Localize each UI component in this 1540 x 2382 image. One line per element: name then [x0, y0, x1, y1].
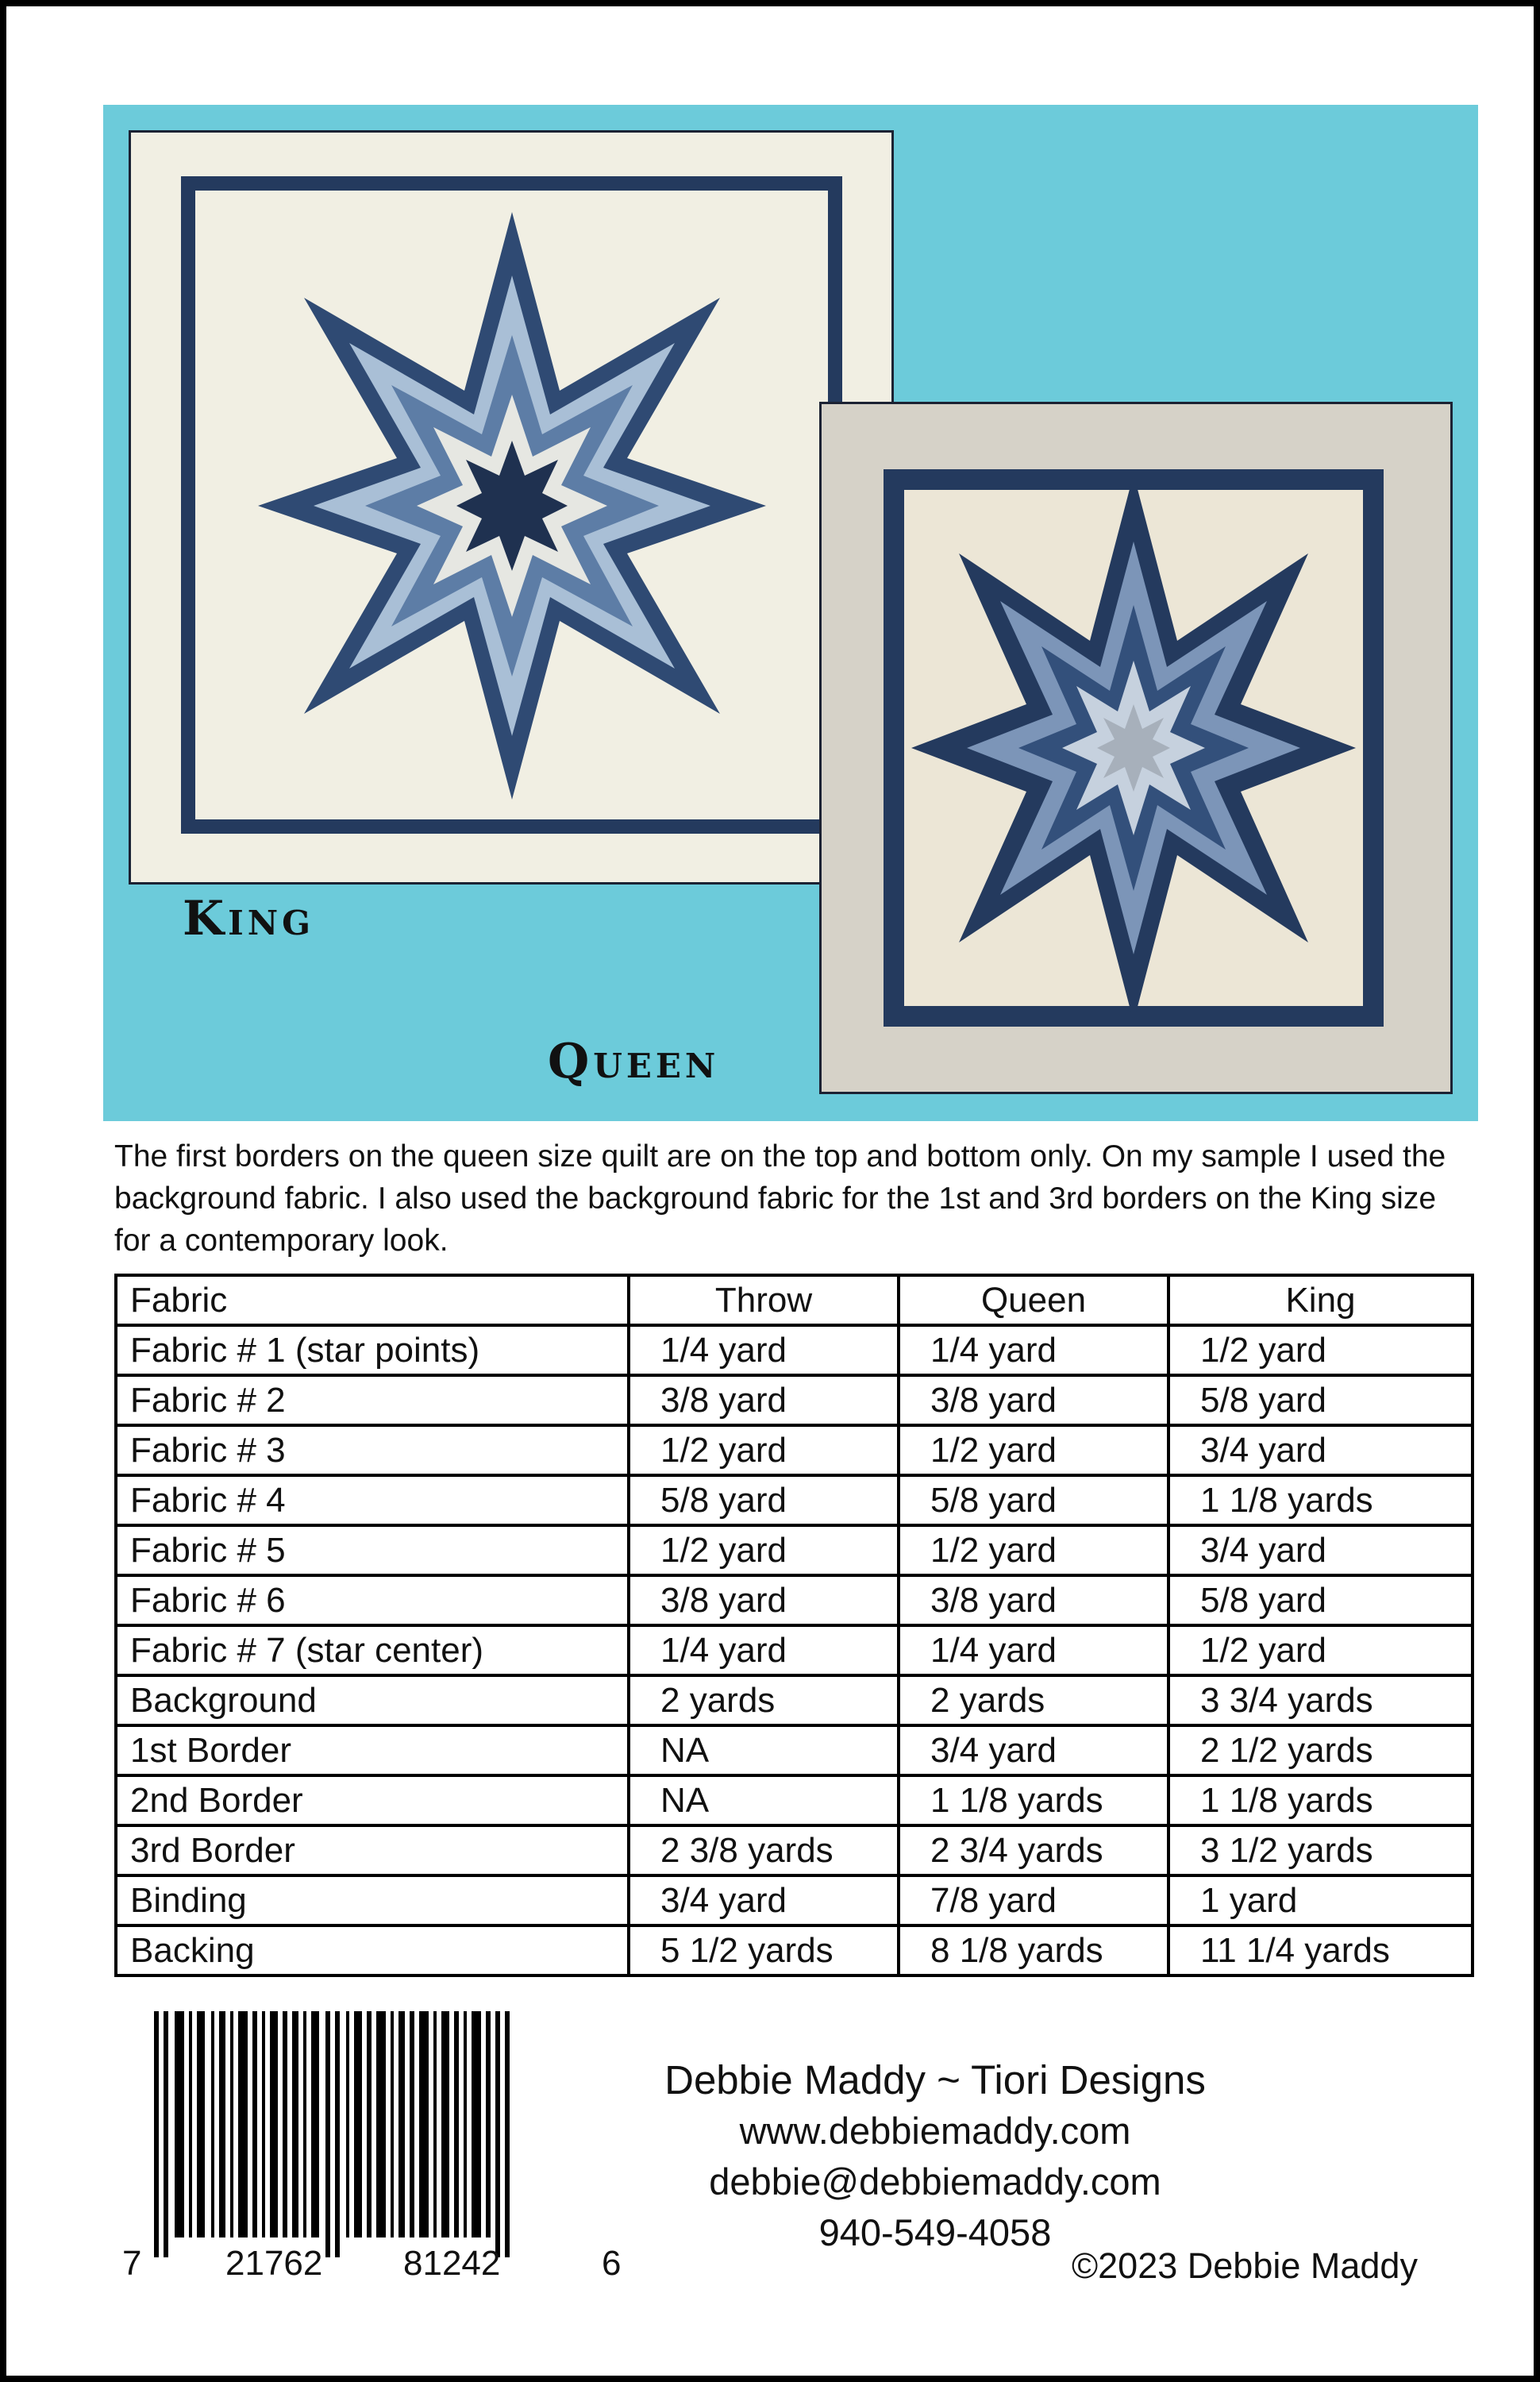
table-row: [116, 1525, 1473, 1575]
king-cell: 1 1/8 yards: [1168, 1775, 1473, 1825]
fabric-cell: Fabric # 7 (star center): [116, 1625, 629, 1675]
king-cell: 2 1/2 yards: [1168, 1725, 1473, 1775]
copyright-text: ©2023 Debbie Maddy: [1072, 2245, 1418, 2286]
publisher-name: Debbie Maddy ~ Tiori Designs: [664, 2057, 1206, 2103]
throw-cell: 3/4 yard: [629, 1875, 899, 1925]
queen-cell: 1/4 yard: [899, 1625, 1168, 1675]
throw-cell: 5/8 yard: [629, 1475, 899, 1525]
header-king: King: [1168, 1275, 1473, 1325]
barcode-digit-check: 6: [602, 2244, 622, 2283]
queen-cell: 5/8 yard: [899, 1475, 1168, 1525]
queen-cell: 1/4 yard: [899, 1325, 1168, 1375]
publisher-phone: 940-549-4058: [818, 2211, 1052, 2253]
queen-star-graphic: [822, 404, 1450, 1092]
throw-cell: 5 1/2 yards: [629, 1925, 899, 1975]
throw-cell: 3/8 yard: [629, 1575, 899, 1625]
queen-cell: 1 1/8 yards: [899, 1775, 1168, 1825]
table-row: [116, 1825, 1473, 1875]
quilt-photo-panel: [103, 105, 1478, 1121]
fabric-cell: 1st Border: [116, 1725, 629, 1775]
throw-cell: 1/4 yard: [629, 1625, 899, 1675]
table-row: [116, 1875, 1473, 1925]
publisher-info: [562, 2055, 1308, 2258]
fabric-cell: Fabric # 3: [116, 1425, 629, 1475]
throw-cell: NA: [629, 1775, 899, 1825]
table-row: [116, 1325, 1473, 1375]
queen-cell: 3/8 yard: [899, 1375, 1168, 1425]
fabric-cell: Fabric # 2: [116, 1375, 629, 1425]
king-cell: 1/2 yard: [1168, 1325, 1473, 1375]
king-cell: 5/8 yard: [1168, 1375, 1473, 1425]
king-cell: 1 1/8 yards: [1168, 1475, 1473, 1525]
table-row: [116, 1475, 1473, 1525]
throw-cell: 1/4 yard: [629, 1325, 899, 1375]
fabric-cell: Fabric # 5: [116, 1525, 629, 1575]
queen-cell: 1/2 yard: [899, 1525, 1168, 1575]
queen-cell: 7/8 yard: [899, 1875, 1168, 1925]
fabric-cell: Backing: [116, 1925, 629, 1975]
table-row: [116, 1625, 1473, 1675]
queen-label: Queen: [548, 1034, 720, 1089]
barcode-digit-lead: 7: [122, 2244, 142, 2283]
throw-cell: 2 yards: [629, 1675, 899, 1725]
fabric-cell: 2nd Border: [116, 1775, 629, 1825]
queen-cell: 1/2 yard: [899, 1425, 1168, 1475]
fabric-cell: Background: [116, 1675, 629, 1725]
publisher-email[interactable]: debbie@debbiemaddy.com: [709, 2160, 1161, 2203]
header-queen: Queen: [899, 1275, 1168, 1325]
fabric-cell: Binding: [116, 1875, 629, 1925]
king-star-graphic: [131, 133, 891, 882]
queen-cell: 2 yards: [899, 1675, 1168, 1725]
fabric-cell: Fabric # 6: [116, 1575, 629, 1625]
table-row: [116, 1575, 1473, 1625]
table-row: [116, 1425, 1473, 1475]
throw-cell: 1/2 yard: [629, 1525, 899, 1575]
fabric-requirements-table: [114, 1274, 1474, 1977]
fabric-cell: Fabric # 1 (star points): [116, 1325, 629, 1375]
publisher-website[interactable]: www.debbiemaddy.com: [739, 2110, 1131, 2152]
throw-cell: 1/2 yard: [629, 1425, 899, 1475]
header-throw: Throw: [629, 1275, 899, 1325]
king-cell: 3/4 yard: [1168, 1525, 1473, 1575]
queen-cell: 2 3/4 yards: [899, 1825, 1168, 1875]
king-cell: 3 3/4 yards: [1168, 1675, 1473, 1725]
queen-cell: 3/8 yard: [899, 1575, 1168, 1625]
table-row: [116, 1775, 1473, 1825]
king-label: King: [183, 891, 315, 946]
queen-cell: 8 1/8 yards: [899, 1925, 1168, 1975]
queen-quilt-image: [819, 402, 1453, 1094]
table-row: [116, 1675, 1473, 1725]
king-cell: 3 1/2 yards: [1168, 1825, 1473, 1875]
intro-text: The first borders on the queen size quilt are on the top and bottom only. On my sample I used the background fabric. I also used the background fabric for the 1st and 3rd borders on the King size for a contemporary look.: [114, 1139, 1446, 1258]
king-star: [258, 212, 766, 800]
pattern-back-cover: [6, 6, 1534, 2376]
table-header-row: [116, 1275, 1473, 1325]
table-row: [116, 1925, 1473, 1975]
king-cell: 3/4 yard: [1168, 1425, 1473, 1475]
barcode-image: [117, 2011, 618, 2265]
queen-cell: 3/4 yard: [899, 1725, 1168, 1775]
table-row: [116, 1725, 1473, 1775]
throw-cell: NA: [629, 1725, 899, 1775]
king-cell: 11 1/4 yards: [1168, 1925, 1473, 1975]
king-cell: 5/8 yard: [1168, 1575, 1473, 1625]
fabric-cell: Fabric # 4: [116, 1475, 629, 1525]
fabric-cell: 3rd Border: [116, 1825, 629, 1875]
throw-cell: 3/8 yard: [629, 1375, 899, 1425]
throw-cell: 2 3/8 yards: [629, 1825, 899, 1875]
header-fabric: Fabric: [116, 1275, 629, 1325]
barcode-digits-right: 81242: [403, 2244, 501, 2283]
king-quilt-image: [129, 130, 894, 885]
king-cell: 1 yard: [1168, 1875, 1473, 1925]
barcode-digits-left: 21762: [225, 2244, 323, 2283]
table-row: [116, 1375, 1473, 1425]
king-cell: 1/2 yard: [1168, 1625, 1473, 1675]
